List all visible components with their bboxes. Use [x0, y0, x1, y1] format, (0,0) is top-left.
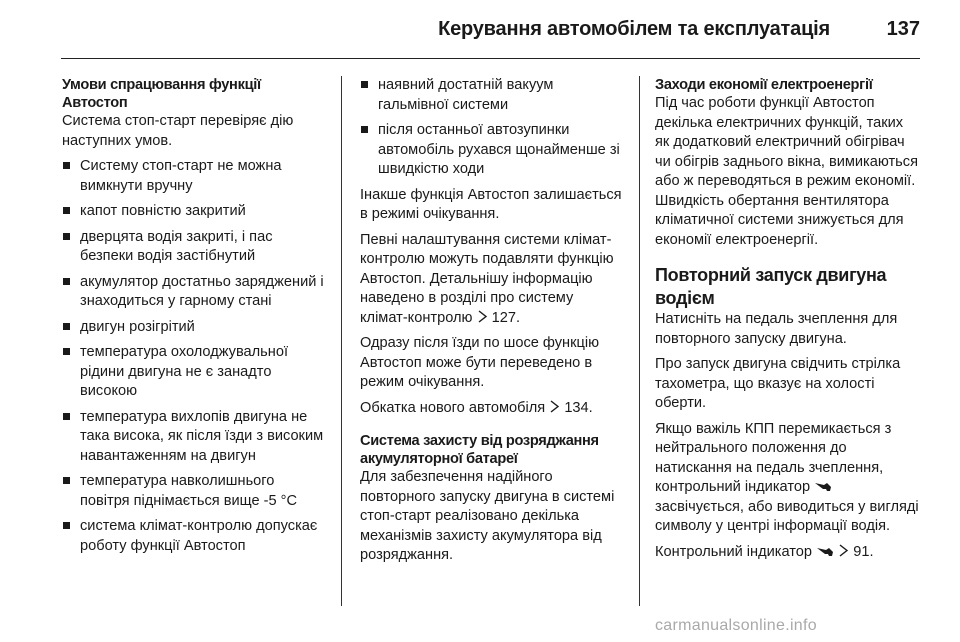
gear-lever-paragraph: Якщо важіль КПП перемикається з нейтрального положення до натискання на педаль зчеплення, контрольний індикатор засвічується, або виводиться у вигляді символу у центрі інформації водія. [655, 420, 919, 534]
heading-line-1: Повторний запуск двигуна [655, 265, 887, 285]
break-in-paragraph: Обкатка нового автомобіля 134. [360, 399, 593, 416]
heading-line-1: Система захисту від розряджання [360, 433, 599, 449]
indicator-reference-paragraph: Контрольний індикатор 91. [655, 543, 874, 560]
standby-paragraph: Інакше функція Автостоп залишається в режимі очікування. [360, 186, 622, 222]
intro-paragraph: Система стоп-старт перевіряє дію наступних умов. [62, 113, 294, 149]
page-header [0, 0, 960, 62]
heading-restart-by-driver [655, 264, 921, 310]
list-item: система клімат-контролю допускає роботу функції Автостоп [62, 517, 326, 556]
section-title: Керування автомобілем та експлуатація [438, 18, 830, 40]
heading-line-2: Автостоп [62, 95, 128, 111]
page-reference-arrow-icon[interactable] [838, 544, 849, 557]
list-item: капот повністю закритий [62, 202, 326, 222]
list-item: двигун розігрітий [62, 318, 326, 338]
heading-autostop-conditions [62, 76, 326, 112]
page-reference-arrow-icon[interactable] [477, 310, 488, 323]
list-item: акумулятор достатньо заряджений і знаходиться у гарному стані [62, 273, 326, 312]
highway-paragraph: Одразу після їзди по шосе функцію Автостоп може бути переведено в режим очікування. [360, 335, 600, 390]
column-left [62, 76, 326, 606]
list-item: температура навколишнього повітря піднімається вище -5 °C [62, 472, 326, 511]
energy-paragraph: Під час роботи функції Автостоп декілька електричних функцій, таких як додатковий електричний обігрівач чи обігрів заднього вікна, вимикаються або ж переводяться в режим економії. Швидкість обертання вентилятора кліматичної системи знижується для економії електроенергії. [655, 95, 918, 248]
conditions-list-continued [360, 76, 624, 180]
heading-line-2: водієм [655, 288, 715, 308]
auto-stop-car-indicator-icon [814, 480, 832, 492]
watermark: carmanualsonline.info [655, 617, 817, 634]
list-item: дверцята водія закриті, і пас безпеки водія застібнутий [62, 228, 326, 267]
heading-energy-saving: Заходи економії електроенергії [655, 77, 873, 93]
list-item: наявний достатній вакуум гальмівної системи [360, 76, 624, 115]
page-reference-arrow-icon[interactable] [549, 400, 560, 413]
column-divider-2 [639, 76, 640, 606]
heading-line-2: акумуляторної батареї [360, 451, 518, 467]
clutch-paragraph: Натисніть на педаль зчеплення для повторного запуску двигуна. [655, 311, 898, 347]
column-middle [360, 76, 624, 606]
tachometer-paragraph: Про запуск двигуна свідчить стрілка тахометра, що вказує на холості оберти. [655, 356, 901, 411]
column-divider-1 [341, 76, 342, 606]
list-item: після останньої автозупинки автомобіль рухався щонайменше зі швидкістю ходи [360, 121, 624, 180]
heading-battery-protection [360, 432, 624, 468]
list-item: температура охолоджувальної рідини двигуна не є занадто високою [62, 343, 326, 402]
climate-paragraph: Певні налаштування системи клімат-контролю можуть подавляти функцію Автостоп. Детальнішу інформацію наведено в розділі про систему клімат-контролю 127. [360, 231, 614, 326]
heading-line-1: Умови спрацювання функції [62, 77, 261, 93]
battery-paragraph: Для забезпечення надійного повторного запуску двигуна в системі стоп-старт реалізовано декілька механізмів захисту акумулятора від розряджання. [360, 469, 615, 563]
auto-stop-car-indicator-icon [816, 545, 834, 557]
header-divider [61, 58, 920, 59]
list-item: Систему стоп-старт не можна вимкнути вручну [62, 157, 326, 196]
page-reference-link[interactable]: 134. [564, 399, 593, 416]
conditions-list [62, 157, 326, 556]
page-reference-link[interactable]: 91. [853, 543, 874, 560]
list-item: температура вихлопів двигуна не така висока, як після їзди з високим навантаженням на двигун [62, 408, 326, 467]
column-right [655, 76, 921, 606]
page-number: 137 [886, 18, 920, 40]
page-reference-link[interactable]: 127. [491, 309, 520, 326]
